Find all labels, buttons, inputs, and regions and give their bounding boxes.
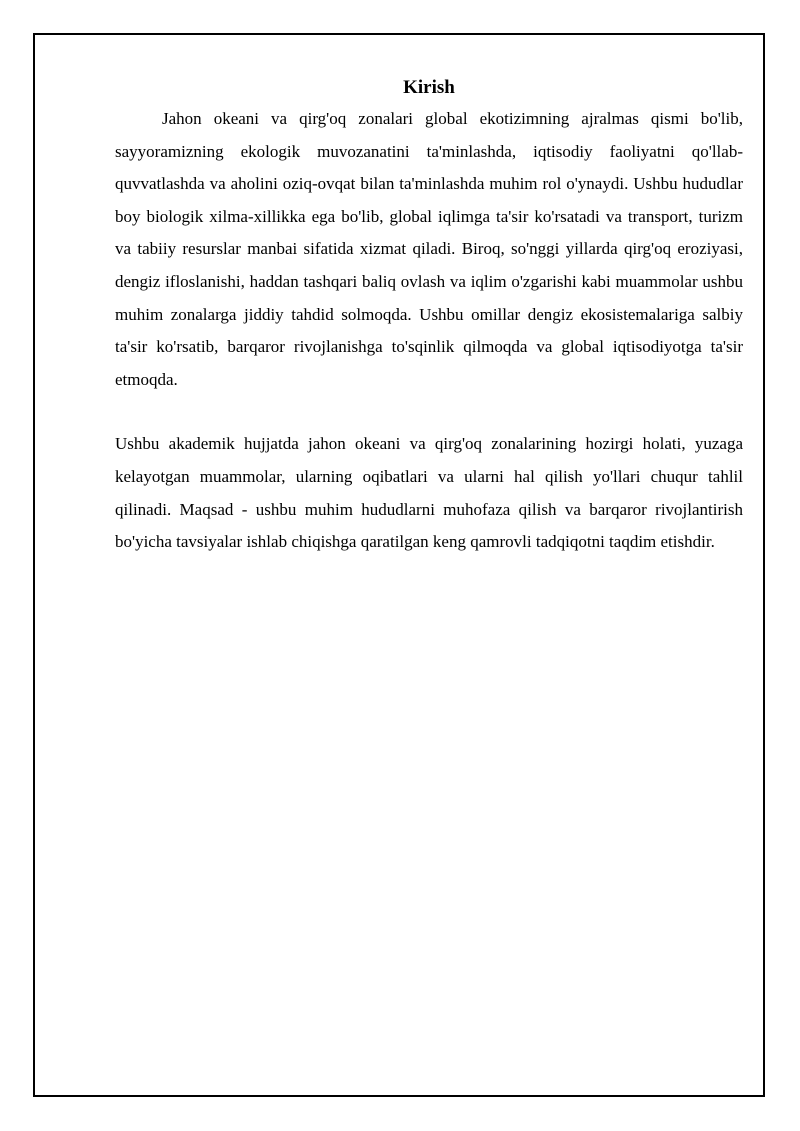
paragraph-intro: Jahon okeani va qirg'oq zonalari global ekotizimning ajralmas qismi bo'lib, sayyoramizning ekologik muvozanatini ta'minlashda, iqtisodiy faoliyatni qo'llab-quvvatlashda va aholini oziq-ovqat bilan ta'minlashda muhim rol o'ynaydi. Ushbu hududlar boy biologik xilma-xillikka ega bo'lib, global iqlimga ta'sir ko'rsatadi va transport, turizm va tabiiy resurslar manbai sifatida xizmat qiladi. Biroq, so'nggi yillarda qirg'oq eroziyasi, dengiz ifloslanishi, haddan tashqari baliq ovlash va iqlim o'zgarishi kabi muammolar ushbu muhim zonalarga jiddiy tahdid solmoqda. Ushbu omillar dengiz ekosistemalariga salbiy ta'sir ko'rsatib, barqaror rivojlanishga to'sqinlik qilmoqda va global iqtisodiyotga ta'sir etmoqda. [115, 109, 743, 389]
paragraph-purpose: Ushbu akademik hujjatda jahon okeani va qirg'oq zonalarining hozirgi holati, yuzaga kelayotgan muammolar, ularning oqibatlari va ularni hal qilish yo'llari chuqur tahlil qilinadi. Maqsad - ushbu muhim hududlarni muhofaza qilish va barqaror rivojlantirish bo'yicha tavsiyalar ishlab chiqishga qaratilgan keng qamrovli tadqiqotni taqdim etishdir. [115, 434, 743, 552]
document-body [115, 73, 743, 559]
paragraph-gap [115, 396, 743, 428]
document-title: Kirish [403, 77, 455, 98]
